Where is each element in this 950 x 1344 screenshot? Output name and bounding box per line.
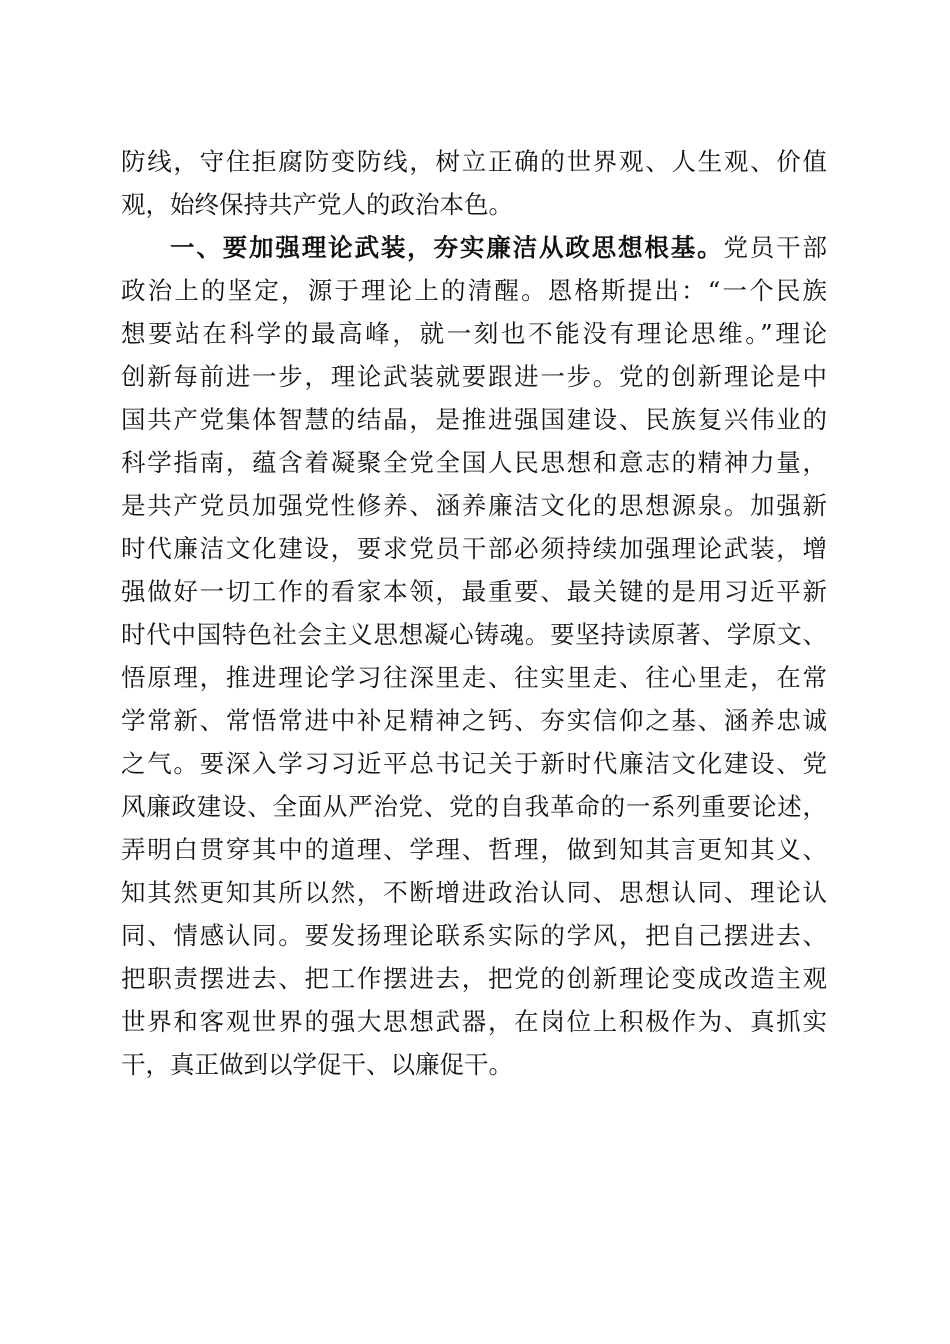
- section-first-line: [121, 226, 827, 269]
- paragraph-line: 悟原理，推进理论学习往深里走、往实里走、往心里走，在常: [121, 663, 827, 692]
- paragraph-line: 强做好一切工作的看家本领，最重要、最关键的是用习近平新: [121, 577, 827, 606]
- paragraph-line: 世界和客观世界的强大思想武器，在岗位上积极作为、真抓实: [121, 1007, 827, 1036]
- paragraph-line: 弄明白贯穿其中的道理、学理、哲理，做到知其言更知其义、: [121, 835, 827, 864]
- paragraph-line: 之气。要深入学习习近平总书记关于新时代廉洁文化建设、党: [121, 749, 827, 778]
- paragraph-line: 国共产党集体智慧的结晶，是推进强国建设、民族复兴伟业的: [121, 405, 827, 434]
- paragraph-line: 把职责摆进去、把工作摆进去，把党的创新理论变成改造主观: [121, 964, 827, 993]
- paragraph-line: 创新每前进一步，理论武装就要跟进一步。党的创新理论是中: [121, 362, 827, 391]
- paragraph-line: 时代中国特色社会主义思想凝心铸魂。要坚持读原著、学原文、: [121, 620, 827, 649]
- paragraph-last-line: 干，真正做到以学促干、以廉促干。: [121, 1050, 513, 1079]
- section-heading: 一、要加强理论武装，夯实廉洁从政思想根基。: [170, 233, 724, 262]
- paragraph-line: 风廉政建设、全面从严治党、党的自我革命的一系列重要论述，: [121, 792, 827, 821]
- paragraph-line: 学常新、常悟常进中补足精神之钙、夯实信仰之基、涵养忠诚: [121, 706, 827, 735]
- paragraph-line: 同、情感认同。要发扬理论联系实际的学风，把自己摆进去、: [121, 921, 827, 950]
- paragraph-line: 科学指南，蕴含着凝聚全党全国人民思想和意志的精神力量，: [121, 448, 827, 477]
- paragraph-line: 政治上的坚定，源于理论上的清醒。恩格斯提出：“一个民族: [121, 276, 827, 305]
- section-first-line-rest: 党员干部: [723, 233, 827, 262]
- paragraph-line: 想要站在科学的最高峰，就一刻也不能没有理论思维。”理论: [121, 319, 827, 348]
- paragraph-line: 是共产党员加强党性修养、涵养廉洁文化的思想源泉。加强新: [121, 491, 827, 520]
- body-text: [121, 140, 827, 1086]
- paragraph-line: 知其然更知其所以然，不断增进政治认同、思想认同、理论认: [121, 878, 827, 907]
- paragraph-line: 防线，守住拒腐防变防线，树立正确的世界观、人生观、价值: [121, 147, 827, 176]
- paragraph-line: 时代廉洁文化建设，要求党员干部必须持续加强理论武装，增: [121, 534, 827, 563]
- paragraph-line: 观，始终保持共产党人的政治本色。: [121, 190, 513, 219]
